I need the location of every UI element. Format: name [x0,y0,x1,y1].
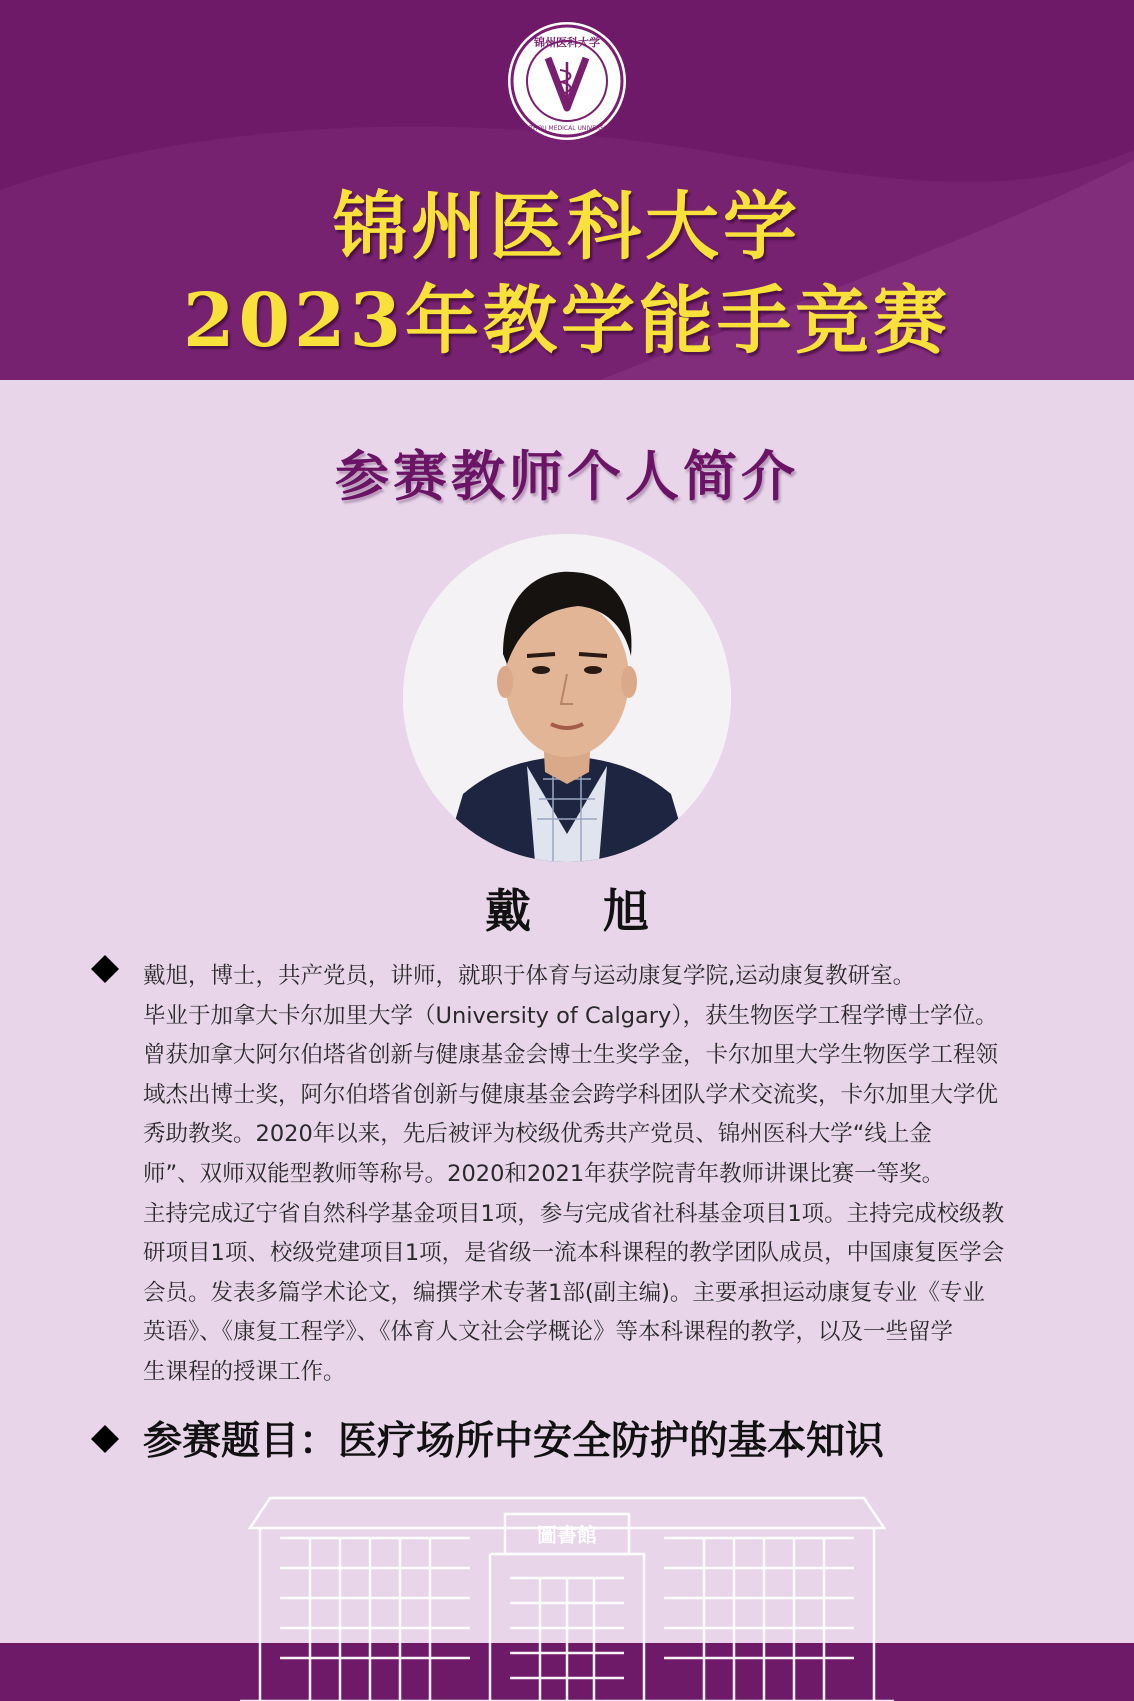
bio-line: 研项目1项、校级党建项目1项，是省级一流本科课程的教学团队成员，中国康复医学会 [143,1240,1005,1267]
diamond-bullet-icon [91,955,119,983]
section-title: 参赛教师个人简介 [335,444,799,508]
bio-line: 毕业于加拿大卡尔加里大学（University of Calgary），获生物医学工程学博士学位。 [143,1002,998,1029]
university-logo [508,22,626,140]
bio-line: 师”、双师双能型教师等称号。2020和2021年获学院青年教师讲课比赛一等奖。 [143,1160,945,1187]
teacher-bio [143,957,1043,1393]
main-title-line2: 2023年教学能手竞赛 [183,278,951,364]
library-building-icon [240,1478,894,1701]
bio-line: 域杰出博士奖，阿尔伯塔省创新与健康基金会跨学科团队学术交流奖，卡尔加里大学优 [143,1081,999,1108]
university-seal-icon [508,22,626,140]
bio-line: 主持完成辽宁省自然科学基金项目1项，参与完成省社科基金项目1项。主持完成校级教 [143,1200,1005,1227]
diamond-bullet-icon [91,1425,119,1453]
bio-line: 秀助教奖。2020年以来，先后被评为校级优秀共产党员、锦州医科大学“线上金 [143,1121,932,1148]
competition-topic: 参赛题目：医疗场所中安全防护的基本知识 [143,1419,885,1464]
main-title-line1: 锦州医科大学 [333,184,801,270]
bio-line: 英语》、《康复工程学》、《体育人文社会学概论》等本科课程的教学，以及一些留学 [143,1319,954,1346]
teacher-name: 戴 旭 [484,884,677,938]
library-sign-text: 圖書館 [537,1523,597,1547]
logo-top-text: 锦州医科大学 [534,36,600,49]
bio-line: 曾获加拿大阿尔伯塔省创新与健康基金会博士生奖学金，卡尔加里大学生物医学工程领 [143,1042,999,1069]
bio-line: 生课程的授课工作。 [143,1358,346,1385]
header-banner [0,0,1134,380]
bio-line: 戴旭，博士，共产党员，讲师，就职于体育与运动康复学院,运动康复教研室。 [143,963,916,989]
logo-bottom-text: JINZHOU MEDICAL UNIVERSITY [520,125,614,132]
portrait-photo-icon [403,534,731,862]
teacher-photo [403,534,731,862]
bio-line: 会员。发表多篇学术论文，编撰学术专著1部(副主编)。主要承担运动康复专业《专业 [143,1279,985,1306]
